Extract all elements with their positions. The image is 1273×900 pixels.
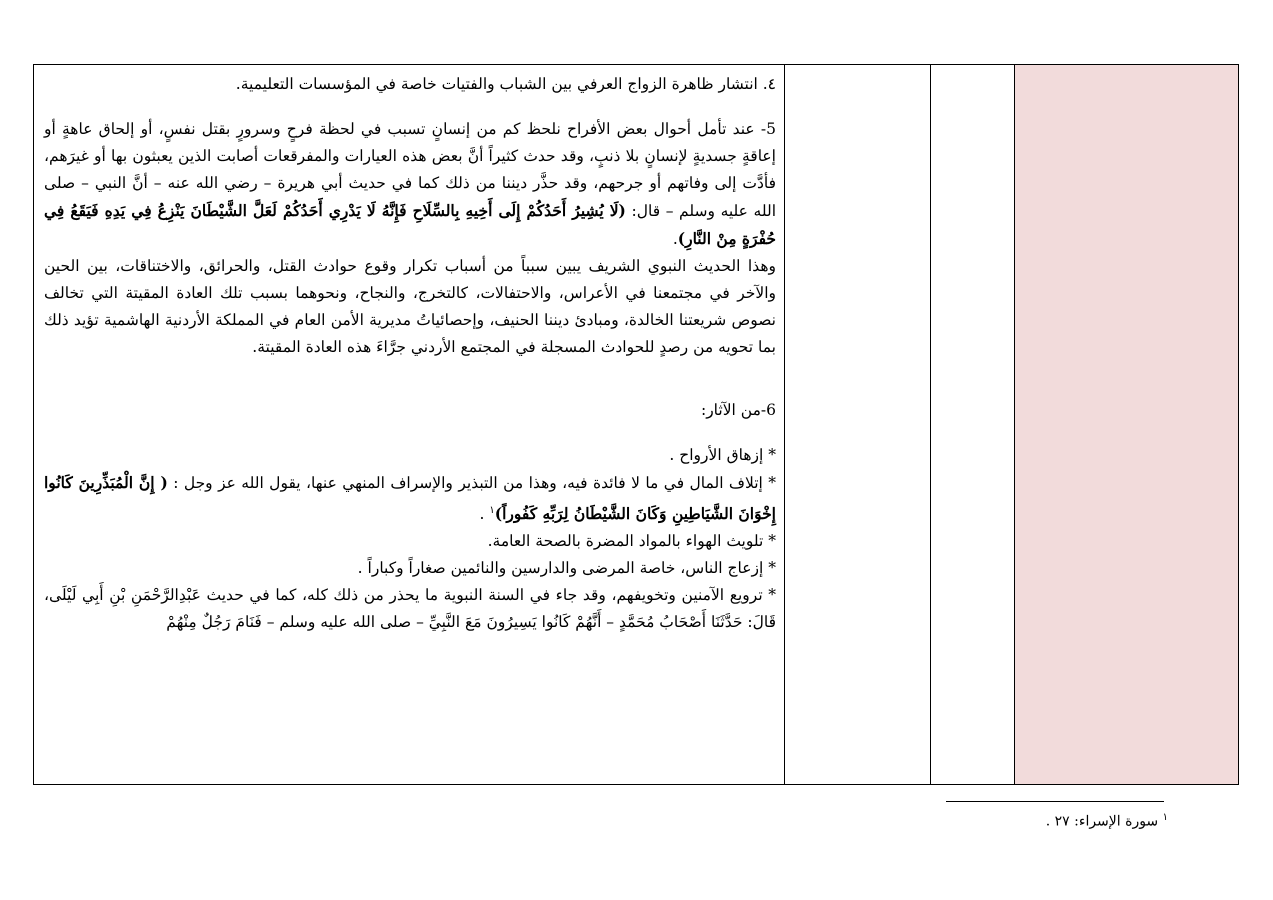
bullet-1: * إزهاق الأرواح . (669, 446, 776, 464)
footnote-ref: ١ (489, 505, 495, 516)
footnote-number: ١ (1162, 812, 1168, 823)
hadith-end: . (672, 230, 678, 248)
bullet-2-text: * إتلاف المال في ما لا فائدة فيه، وهذا من التبذير والإسراف المنهي عنها، يقول الله عز وجل : (167, 474, 777, 492)
item-5-intro: 5- عند تأمل أحوال بعض الأفراح نلحظ كم من إنسانٍ تسبب في لحظة فرحٍ وسرورٍ بقتل نفسٍ، أو إلحاق عاهةٍ أو إعاقةٍ جسديةٍ لإنسانٍ بلا ذنبٍ، وقد حدث كثيراً أنَّ بعض هذه العيارات والمفرقعات أصابت الذين يعبثون بها أو غيرَهم، فأدَّت إلى وفاتهم أو جرحهم، وقد حذَّر ديننا من ذلك كما في حديث أبي هريرة – رضي الله عنه – أنَّ النبي – صلى الله عليه وسلم – قال: (44, 120, 777, 220)
bullet-2 (44, 469, 776, 528)
item-6-heading: 6-من الآثار: (700, 401, 776, 419)
footnote-text: سورة الإسراء: ٢٧ . (1045, 813, 1159, 830)
bullet-5: * ترويع الآمنين وتخويفهم، وقد جاء في السنة النبوية ما يحذر من ذلك كله، كما في حديث عَبْدِالرَّحْمَنِ بْنِ أَبِي لَيْلَى، قَالَ: حَدَّثَنَا أَصْحَابُ مُحَمَّدٍ – أَنَّهُمْ كَانُوا يَسِيرُونَ مَعَ النَّبِيِّ – صلى الله عليه وسلم – فَنَامَ رَجُلٌ مِنْهُمْ (44, 586, 776, 632)
quran-verse: ( إِنَّ الْمُبَذِّرِينَ كَانُوا إِخْوَانَ الشَّيَاطِينِ وَكَانَ الشَّيْطَانُ لِرَبِّهِ كَفُوراً) (44, 473, 776, 524)
item-5 (44, 116, 776, 253)
footnote-separator (946, 801, 1164, 802)
empty-column-1 (930, 65, 1014, 784)
empty-column-2 (784, 65, 930, 784)
text-body (44, 71, 776, 636)
item-5-explanation: وهذا الحديث النبوي الشريف يبين سبباً من أسباب تكرار وقوع حوادث القتل، والحرائق، والاختناقات، بين الحين والآخر في مجتمعنا في الأعراس، والاحتفالات، كالتخرج، والنجاح، ونحوهما بسبب تلك العادة المقيتة التي تخالف نصوص شريعتنا الخالدة، ومبادئ ديننا الحنيف، وإحصائياتُ مديرية الأمن العام في المملكة الأردنية الهاشمية تؤيد ذلك بما تحويه من رصدٍ للحوادث المسجلة في المجتمع الأردني جرَّاءَ هذه العادة المقيتة. (44, 257, 776, 356)
bullet-2-end: . (479, 505, 490, 524)
highlighted-column (1014, 65, 1238, 784)
bullet-4: * إزعاج الناس، خاصة المرضى والدارسين والنائمين صغاراً وكباراً . (357, 559, 776, 578)
footnote (1046, 812, 1168, 830)
text-column (34, 65, 784, 784)
content-table (33, 64, 1239, 785)
bullet-3: * تلويث الهواء بالمواد المضرة بالصحة العامة. (487, 532, 776, 551)
item-4: ٤. انتشار ظاهرة الزواج العرفي بين الشباب والفتيات خاصة في المؤسسات التعليمية. (235, 75, 776, 93)
hadith-quote: (لَا يُشِيرُ أَحَدُكُمْ إِلَى أَخِيهِ بِالسِّلَاحِ فَإِنَّهُ لَا يَدْرِي أَحَدُكُمْ لَعَلَّ الشَّيْطَانَ يَنْزِعُ فِي يَدِهِ فَيَقَعُ فِي حُفْرَةٍ مِنْ النَّارِ) (44, 201, 776, 248)
